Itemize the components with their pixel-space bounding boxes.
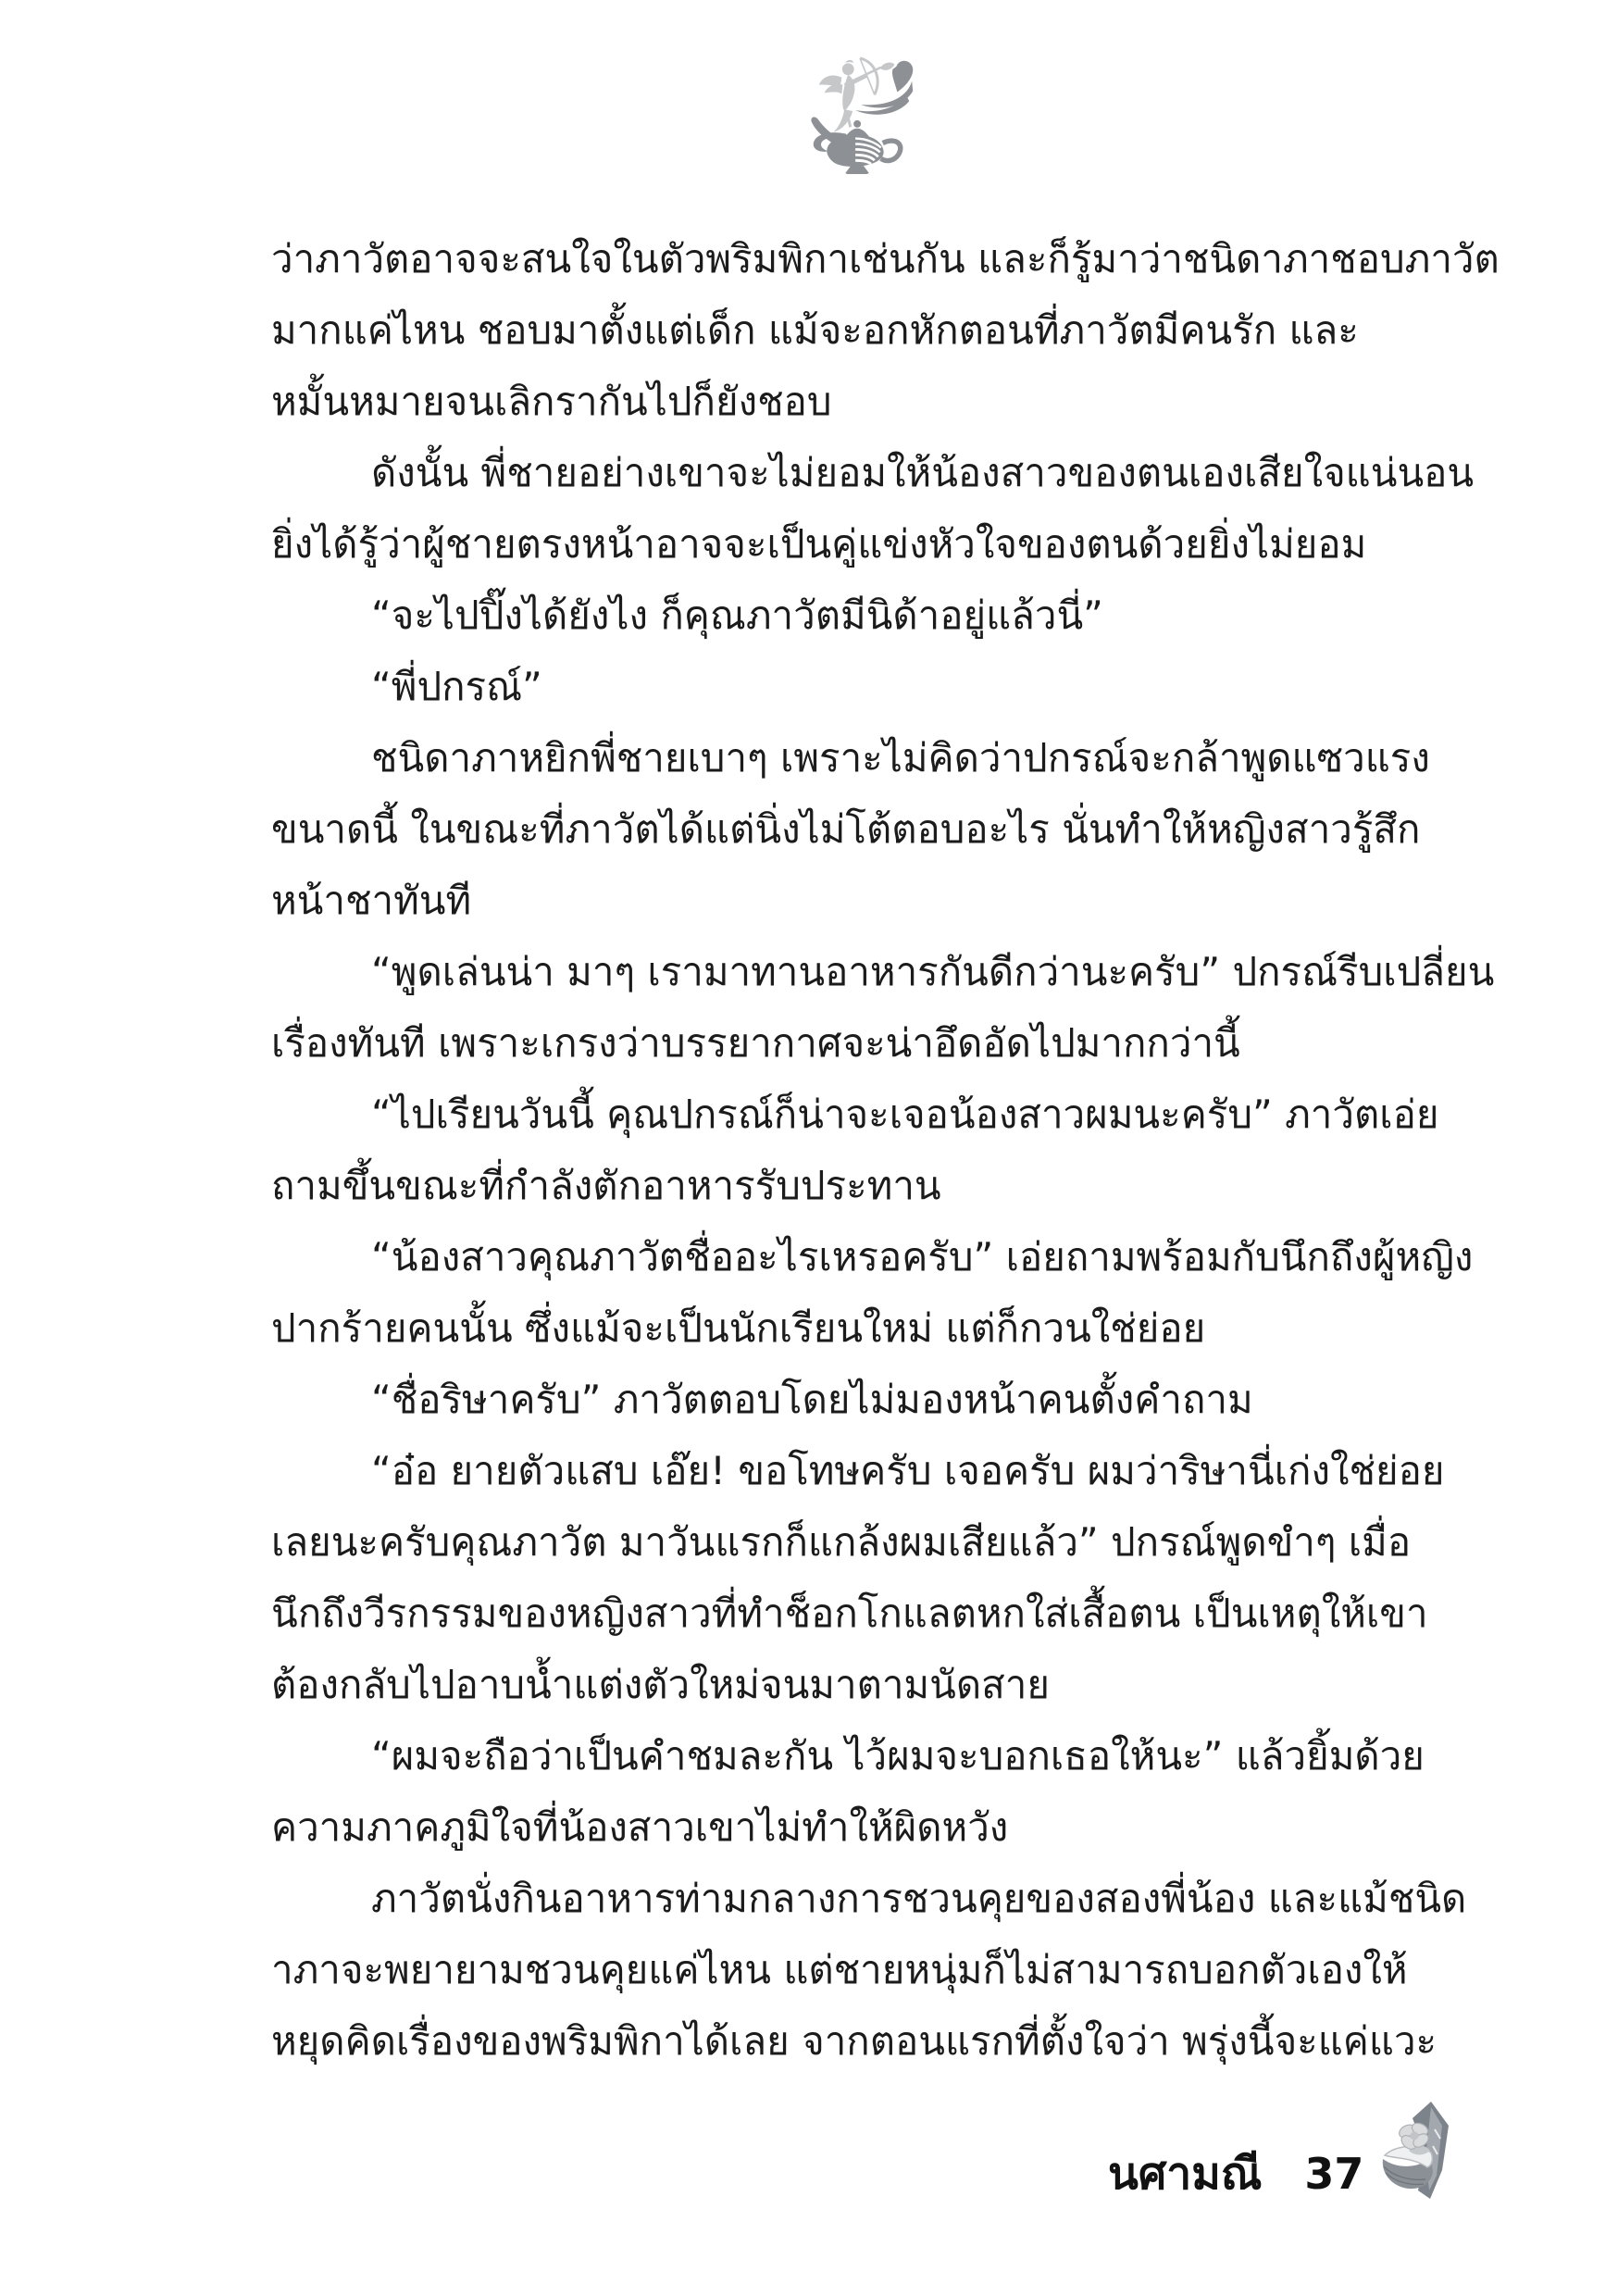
text-line: ดังนั้น พี่ชายอย่างเขาจะไม่ยอมให้น้องสาวของตนเองเสียใจแน่นอน	[371, 450, 1475, 495]
text-line: าภาจะพยายามชวนคุยแค่ไหน แต่ชายหนุ่มก็ไม่สามารถบอกตัวเองให้	[271, 1947, 1408, 1992]
text-line: ขนาดนี้ ในขณะที่ภาวัตได้แต่นิ่งไม่โต้ตอบอะไร นั่นทำให้หญิงสาวรู้สึก	[271, 806, 1421, 852]
text-line: มากแค่ไหน ชอบมาตั้งแต่เด็ก แม้จะอกหักตอนที่ภาวัตมีคนรัก และ	[271, 307, 1359, 353]
text-line: เลยนะครับคุณภาวัต มาวันแรกก็แกล้งผมเสียแล้ว” ปกรณ์พูดขำๆ เมื่อ	[271, 1519, 1412, 1565]
text-line: หยุดคิดเรื่องของพริมพิกาได้เลย จากตอนแรกที่ตั้งใจว่า พรุ่งนี้จะแค่แวะ	[271, 2018, 1438, 2064]
genie-lamp-cupid-heart-icon	[807, 54, 918, 174]
text-line: ยิ่งได้รู้ว่าผู้ชายตรงหน้าอาจจะเป็นคู่แข่งหัวใจของตนด้วยยิ่งไม่ยอม	[271, 521, 1367, 567]
text-line: “น้องสาวคุณภาวัตชื่ออะไรเหรอครับ” เอ่ยถามพร้อมกับนึกถึงผู้หญิง	[371, 1234, 1474, 1279]
publisher-logo-icon	[1377, 2102, 1462, 2203]
book-title: นศามณี	[1108, 2148, 1263, 2200]
text-line: ความภาคภูมิใจที่น้องสาวเขาไม่ทำให้ผิดหวัง	[271, 1804, 1009, 1850]
text-line: ชนิดาภาหยิกพี่ชายเบาๆ เพราะไม่คิดว่าปกรณ์จะกล้าพูดแซวแรง	[371, 735, 1430, 780]
text-block	[271, 223, 1500, 2077]
text-line: ปากร้ายคนนั้น ซึ่งแม้จะเป็นนักเรียนใหม่ แต่ก็กวนใช่ย่อย	[271, 1305, 1206, 1351]
text-line: หน้าชาทันที	[271, 878, 472, 923]
text-line: ถามขึ้นขณะที่กำลังตักอาหารรับประทาน	[271, 1163, 941, 1208]
text-line: เรื่องทันที เพราะเกรงว่าบรรยากาศจะน่าอึดอัดไปมากกว่านี้	[271, 1020, 1240, 1066]
text-line: ต้องกลับไปอาบน้ำแต่งตัวใหม่จนมาตามนัดสาย	[271, 1662, 1050, 1707]
text-line: “พูดเล่นน่า มาๆ เรามาทานอาหารกันดีกว่านะครับ” ปกรณ์รีบเปลี่ยน	[371, 949, 1495, 994]
text-line: นึกถึงวีรกรรมของหญิงสาวที่ทำช็อกโกแลตหกใส่เสื้อตน เป็นเหตุให้เขา	[271, 1591, 1428, 1636]
text-line: “ชื่อริษาครับ” ภาวัตตอบโดยไม่มองหน้าคนตั้งคำถาม	[371, 1377, 1253, 1422]
text-line: “ผมจะถือว่าเป็นคำชมละกัน ไว้ผมจะบอกเธอให้นะ” แล้วยิ้มด้วย	[371, 1733, 1425, 1778]
text-line: “พี่ปกรณ์”	[371, 664, 542, 709]
text-line: “ไปเรียนวันนี้ คุณปกรณ์ก็น่าจะเจอน้องสาวผมนะครับ” ภาวัตเอ่ย	[371, 1092, 1439, 1137]
text-line: ภาวัตนั่งกินอาหารท่ามกลางการชวนคุยของสองพี่น้อง และแม้ชนิด	[371, 1876, 1467, 1921]
text-line: หมั้นหมายจนเลิกรากันไปก็ยังชอบ	[271, 379, 832, 424]
text-line: “จะไปปิ๊งได้ยังไง ก็คุณภาวัตมีนิด้าอยู่แล้วนี่”	[371, 593, 1103, 638]
page-number: 37	[1304, 2149, 1364, 2199]
text-line: “อ๋อ ยายตัวแสบ เอ๊ย! ขอโทษครับ เจอครับ ผมว่าริษานี่เก่งใช่ย่อย	[371, 1448, 1445, 1493]
text-line: ว่าภาวัตอาจจะสนใจในตัวพริมพิกาเช่นกัน และก็รู้มาว่าชนิดาภาชอบภาวัต	[271, 236, 1500, 281]
page-footer	[1108, 2139, 1363, 2209]
